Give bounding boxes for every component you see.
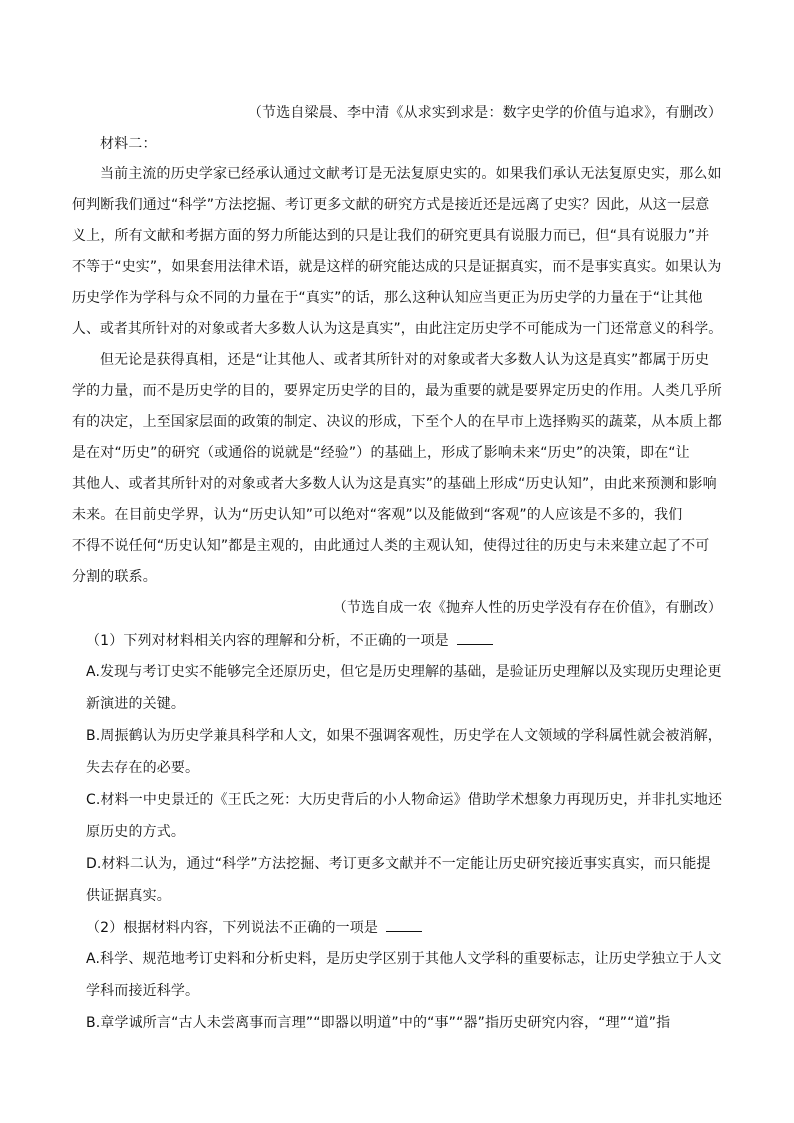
para2-line: 分割的联系。 xyxy=(72,569,157,585)
para2-line: 其他人、或者其所针对的对象或者大多数人认为这是真实”的基础上形成“历史认知”，由此来预测和影响 xyxy=(72,476,717,492)
para2-line: 有的决定，上至国家层面的政策的制定、决议的形成，下至个人的在早市上选择购买的蔬菜，从本质上都 xyxy=(72,414,722,430)
para2-line: 不得不说任何“历史认知”都是主观的，由此通过人类的主观认知，使得过往的历史与未来建立起了不可 xyxy=(72,538,710,554)
q2-option-b: B.章学诚所言“古人未尝离事而言理”“即器以明道”中的“事”“器”指历史研究内容，“理”“道”指 xyxy=(86,1015,671,1031)
para2-line: 是在对“历史”的研究（或通俗的说就是“经验”）的基础上，形成了影响未来“历史”的决策，即在“让 xyxy=(72,445,690,461)
para1-line: 义上，所有文献和考据方面的努力所能达到的只是让我们的研究更具有说服力而已，但“具有说服力”并 xyxy=(72,228,710,244)
para2-line: 但无论是获得真相，还是“让其他人、或者其所针对的对象或者大多数人认为这是真实”都属于历史 xyxy=(100,352,710,368)
answer-blank-2[interactable] xyxy=(386,917,422,932)
para1-line: 人、或者其所针对的对象或者大多数人认为这是真实”，由此注定历史学不可能成为一门还常意义的科学。 xyxy=(72,321,723,337)
para1-line: 历史学作为学科与众不同的力量在于“真实”的话，那么这种认知应当更正为历史学的力量在于“让其他 xyxy=(72,290,703,306)
para2-line: 学的力量，而不是历史学的目的，要界定历史学的目的，最为重要的就是要界定历史的作用。人类几乎所 xyxy=(72,383,722,399)
material-2-label: 材料二： xyxy=(100,136,157,152)
q1-option-a: A.发现与考订史实不能够完全还原历史，但它是历史理解的基础，是验证历史理解以及实现历史理论更 xyxy=(86,664,722,680)
para1-line: 何判断我们通过“科学”方法挖掘、考订更多文献的研究方式是接近还是远离了史实？因此，从这一层意 xyxy=(72,197,710,213)
q1-option-d-cont: 供证据真实。 xyxy=(86,888,171,904)
q1-option-a-cont: 新演进的关键。 xyxy=(86,696,186,712)
q2-option-a-cont: 学科而接近科学。 xyxy=(86,983,200,999)
q1-option-d: D.材料二认为，通过“科学”方法挖掘、考订更多文献并不一定能让历史研究接近事实真实，而只能提 xyxy=(86,856,711,872)
q1-option-c-cont: 原历史的方式。 xyxy=(86,824,186,840)
question-2-stem xyxy=(86,917,422,938)
question-1-stem xyxy=(86,630,493,651)
para1-line: 当前主流的历史学家已经承认通过文献考订是无法复原史实的。如果我们承认无法复原史实，那么如 xyxy=(100,166,722,182)
q2-option-a: A.科学、规范地考订史料和分析史料，是历史学区别于其他人文学科的重要标志，让历史学独立于人文 xyxy=(86,951,722,967)
answer-blank-1[interactable] xyxy=(457,630,493,645)
q1-option-b: B.周振鹤认为历史学兼具科学和人文，如果不强调客观性，历史学在人文领域的学科属性就会被消解， xyxy=(86,728,722,744)
source-citation-2: （节选自成一农《抛弃人性的历史学没有存在价值》，有删改） xyxy=(332,600,722,616)
question-1-stem-text: （1）下列对材料相关内容的理解和分析，不正确的一项是 xyxy=(86,633,449,649)
q1-option-c: C.材料一中史景迁的《王氏之死：大历史背后的小人物命运》借助学术想象力再现历史，并非扎实地还 xyxy=(86,792,723,808)
q1-option-b-cont: 失去存在的必要。 xyxy=(86,760,200,776)
source-citation-1: （节选自梁晨、李中清《从求实到求是：数字史学的价值与追求》，有删改） xyxy=(247,105,722,121)
para2-line: 未来。在目前史学界，认为“历史认知”可以绝对“客观”以及能做到“客观”的人应该是不多的，我们 xyxy=(72,507,683,523)
para1-line: 不等于“史实”，如果套用法律术语，就是这样的研究能达成的只是证据真实，而不是事实真实。如果认为 xyxy=(72,259,722,275)
question-2-stem-text: （2）根据材料内容，下列说法不正确的一项是 xyxy=(86,920,379,936)
